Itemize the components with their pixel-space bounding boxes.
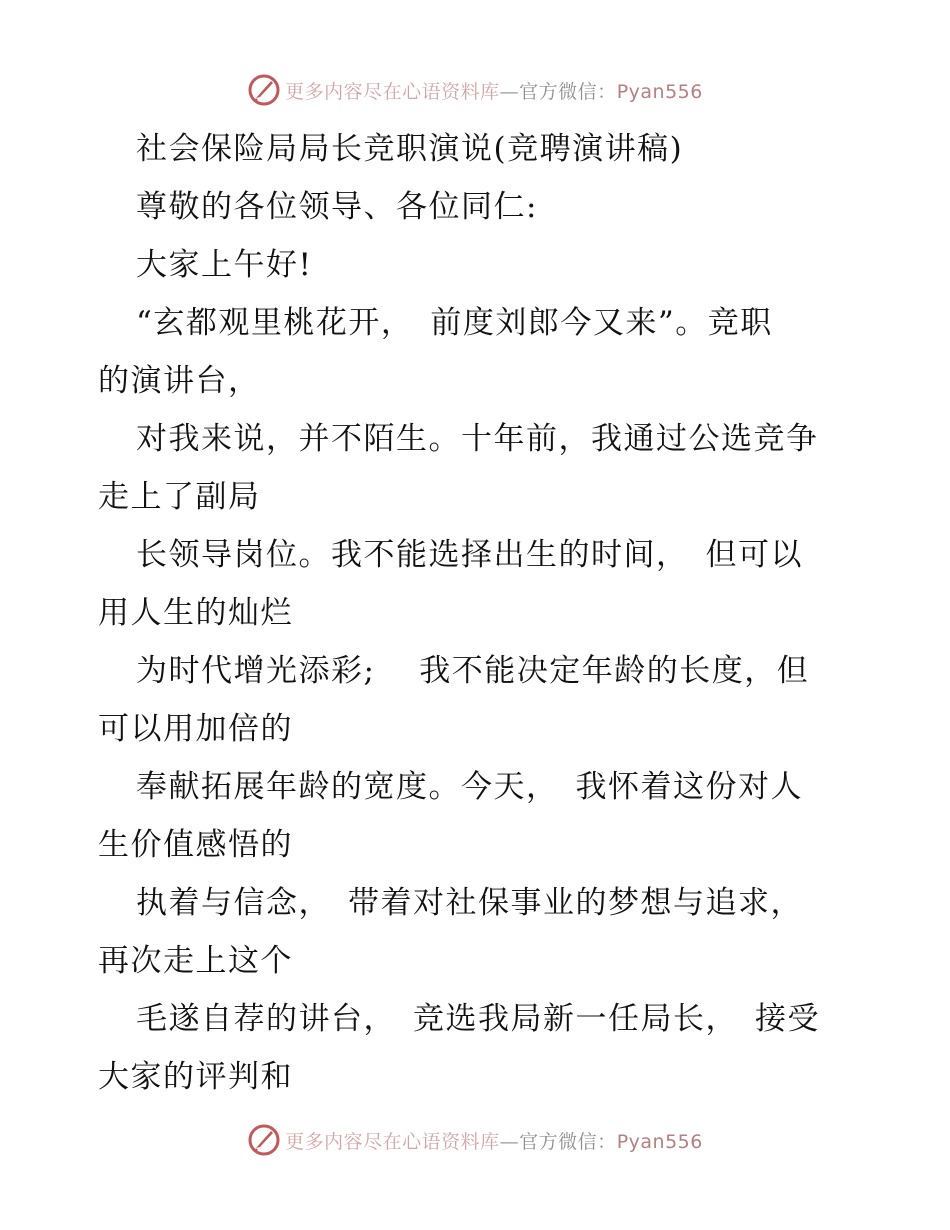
document-body <box>98 120 858 1106</box>
text-line: 为时代增光添彩; 我不能决定年龄的长度，但 <box>136 653 810 689</box>
text-line: 对我来说，并不陌生。十年前，我通过公选竞争 <box>136 421 819 457</box>
watermark-dash: — <box>499 80 520 103</box>
watermark-official-label: 官方微信： <box>519 80 617 103</box>
watermark-handle: Pyan556 <box>616 1130 703 1153</box>
watermark-text <box>285 1127 703 1154</box>
watermark-dash: — <box>499 1130 520 1153</box>
text-line: 的演讲台， <box>98 363 261 399</box>
document-title: 社会保险局局长竞职演说(竞聘演讲稿) <box>136 131 684 167</box>
text-line: 奉献拓展年龄的宽度。今天， 我怀着这份对人 <box>136 769 803 805</box>
text-line: 大家的评判和 <box>98 1059 293 1095</box>
watermark-header <box>0 70 950 110</box>
watermark-official-label: 官方微信： <box>519 1130 617 1153</box>
watermark-footer <box>0 1120 950 1160</box>
text-line: 毛遂自荐的讲台， 竞选我局新一任局长， 接受 <box>136 1001 820 1037</box>
watermark-main: 更多内容尽在心语资料库 <box>285 80 500 103</box>
text-line: 可以用加倍的 <box>98 711 293 747</box>
watermark-text <box>285 77 703 104</box>
text-line: “玄都观里桃花开， 前度刘郎今又来”。竞职 <box>136 305 773 341</box>
feather-pen-logo-icon <box>247 1123 281 1157</box>
text-line: 生价值感悟的 <box>98 827 293 863</box>
text-line: 走上了副局 <box>98 479 261 515</box>
text-line: 再次走上这个 <box>98 943 293 979</box>
watermark-handle: Pyan556 <box>616 80 703 103</box>
salutation: 尊敬的各位领导、各位同仁: <box>136 189 538 225</box>
greeting: 大家上午好! <box>136 247 313 283</box>
watermark-main: 更多内容尽在心语资料库 <box>285 1130 500 1153</box>
text-line: 用人生的灿烂 <box>98 595 293 631</box>
text-line: 执着与信念， 带着对社保事业的梦想与追求， <box>136 885 803 921</box>
feather-pen-logo-icon <box>247 73 281 107</box>
text-line: 长领导岗位。我不能选择出生的时间， 但可以 <box>136 537 803 573</box>
